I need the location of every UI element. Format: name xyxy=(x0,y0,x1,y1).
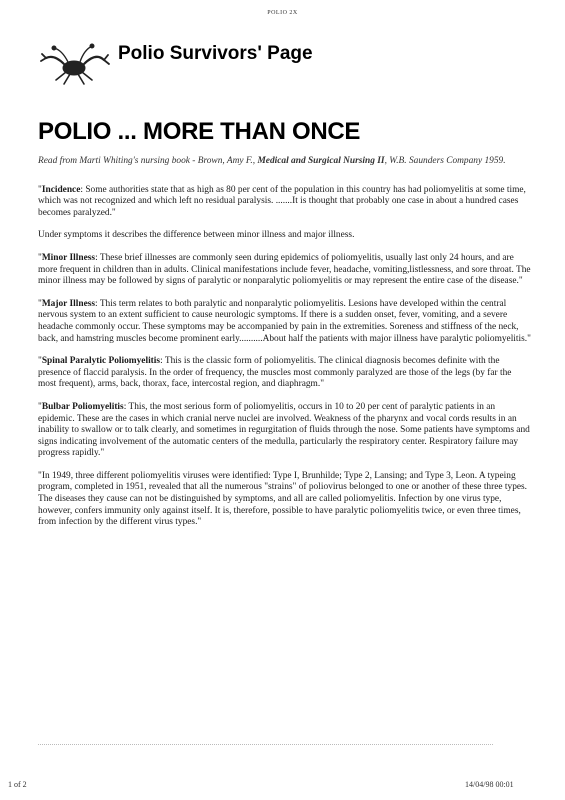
site-title: Polio Survivors' Page xyxy=(118,43,313,64)
incidence-heading: Incidence xyxy=(41,184,81,195)
citation xyxy=(38,156,531,168)
page-number: 1 of 2 xyxy=(8,780,27,789)
article-body xyxy=(38,156,531,540)
history-paragraph: "In 1949, three different poliomyelitis viruses were identified: Type I, Brunhilde; Type 2, Lansing; and Type 3, Leon. A typeing program, completed in 1951, revealed that all the numerous "strains" of poliovirus belonged to one or another of these three types. The diseases they cause can not be distinguished by symptoms, and all are called poliomyelitis. Infection by one virus type, however, confers immunity only against itself. It is, therefore, possible to have paralytic poliomyelitis twice, or even three times, from infection by the different virus types." xyxy=(38,470,528,528)
print-timestamp: 14/04/98 00:01 xyxy=(465,780,514,789)
citation-book-title: Medical and Surgical Nursing II xyxy=(257,156,385,166)
bulbar-paragraph: "Bulbar Poliomyelitis: This, the most serious form of poliomyelitis, occurs in 10 to 20 per cent of paralytic patients in an epidemic. These are the cases in which cranial nerve nuclei are involved. Weakness of the pharynx and vocal cords results in an inability to swallow or to talk clearly, and sometimes in regurgitation of fluids through the nose. Some patients have symptoms and signs indicating involvement of the automatic centers of the medulla, particularly the respiratory center. Respiratory failure may progress rapidly." xyxy=(38,401,530,459)
major-illness-paragraph: "Major Illness: This term relates to both paralytic and nonparalytic poliomyelitis. Lesions have developed within the central nervous system to an extent sufficient to cause neurologic symptoms. If there is a sudden onset, fever, vomiting, and a severe headache commonly occur. These symptoms may be accompanied by pain in the extremities. Soreness and stiffness of the neck, back, and hamstring muscles become prominent early..........About half the patients with major illness have paralytic poliomyelitis." xyxy=(38,298,531,344)
spinal-paralytic-text: : This is the classic form of poliomyelitis. The clinical diagnosis becomes definite with the presence of flaccid paralysis. In the order of frequency, the muscles most commonly paralyzed are those of the legs (by far the most frequent), arms, back, thorax, face, intercostal region, and diaphragm." xyxy=(38,356,512,390)
major-illness-heading: Major Illness xyxy=(41,298,96,309)
minor-illness-text: : These brief illnesses are commonly seen during epidemics of poliomyelitis, usually last only 24 hours, and are more frequent in children than in adults. Clinical manifestations include fever, headache, vomiting,listlessness, and sore throat. The minor illness may be followed by signs of paralytic or nonparalytic poliomyelitis or may represent the entire case of the disease." xyxy=(38,252,531,287)
crab-logo-icon xyxy=(40,40,110,90)
spinal-paralytic-heading: Spinal Paralytic Poliomyelitis xyxy=(41,356,161,367)
incidence-paragraph: "Incidence: Some authorities state that as high as 80 per cent of the population in this country has had poliomyelitis at some time, which was not recognized and which left no residual paralysis. .......It is thought that probably one case in about a hundred cases becomes paralyzed." xyxy=(38,184,526,218)
incidence-text: : Some authorities state that as high as 80 per cent of the population in this country has had poliomyelitis at some time, which was not recognized and which left no residual paralysis. .......It is thought that probably one case in about a hundred cases becomes paralyzed." xyxy=(38,184,526,218)
spinal-paralytic-paragraph: "Spinal Paralytic Poliomyelitis: This is the classic form of poliomyelitis. The clinical diagnosis becomes definite with the presence of flaccid paralysis. In the order of frequency, the muscles most commonly paralyzed are those of the legs (by far the most frequent), arms, back, thorax, face, intercostal region, and diaphragm." xyxy=(38,356,512,390)
footer-divider xyxy=(38,744,493,745)
bulbar-heading: Bulbar Poliomyelitis xyxy=(41,401,124,412)
header-label: POLIO 2X xyxy=(267,10,298,16)
page-title: POLIO ... MORE THAN ONCE xyxy=(38,118,361,145)
major-illness-text: : This term relates to both paralytic and nonparalytic poliomyelitis. Lesions have developed within the central nervous system to an extent sufficient to cause neurologic symptoms. If there is a sudden onset, fever, vomiting, and a severe headache commonly occur. These symptoms may be accompanied by pain in the extremities. Soreness and stiffness of the neck, back, and hamstring muscles become prominent early..........About half the patients with major illness have paralytic poliomyelitis." xyxy=(38,298,531,344)
bulbar-text: : This, the most serious form of poliomyelitis, occurs in 10 to 20 per cent of paralytic patients in an epidemic. These are the cases in which cranial nerve nuclei are involved. Weakness of the pharynx and vocal cords results in an inability to swallow or to talk clearly, and sometimes in regurgitation of fluids through the nose. Some patients have symptoms and signs indicating involvement of the automatic centers of the medulla, particularly the respiratory center. Respiratory failure may progress rapidly." xyxy=(38,401,530,459)
citation-suffix: , W.B. Saunders Company 1959. xyxy=(384,156,506,166)
intro-paragraph: Under symptoms it describes the difference between minor illness and major illness. xyxy=(38,230,355,241)
citation-prefix: Read from Marti Whiting's nursing book - Brown, Amy F., xyxy=(38,156,258,166)
minor-illness-heading: Minor Illness xyxy=(41,252,96,263)
minor-illness-paragraph: "Minor Illness: These brief illnesses are commonly seen during epidemics of poliomyelitis, usually last only 24 hours, and are more frequent in children than in adults. Clinical manifestations include fever, headache, vomiting,listlessness, and sore throat. The minor illness may be followed by signs of paralytic or nonparalytic poliomyelitis or may represent the entire case of the disease." xyxy=(38,252,531,287)
